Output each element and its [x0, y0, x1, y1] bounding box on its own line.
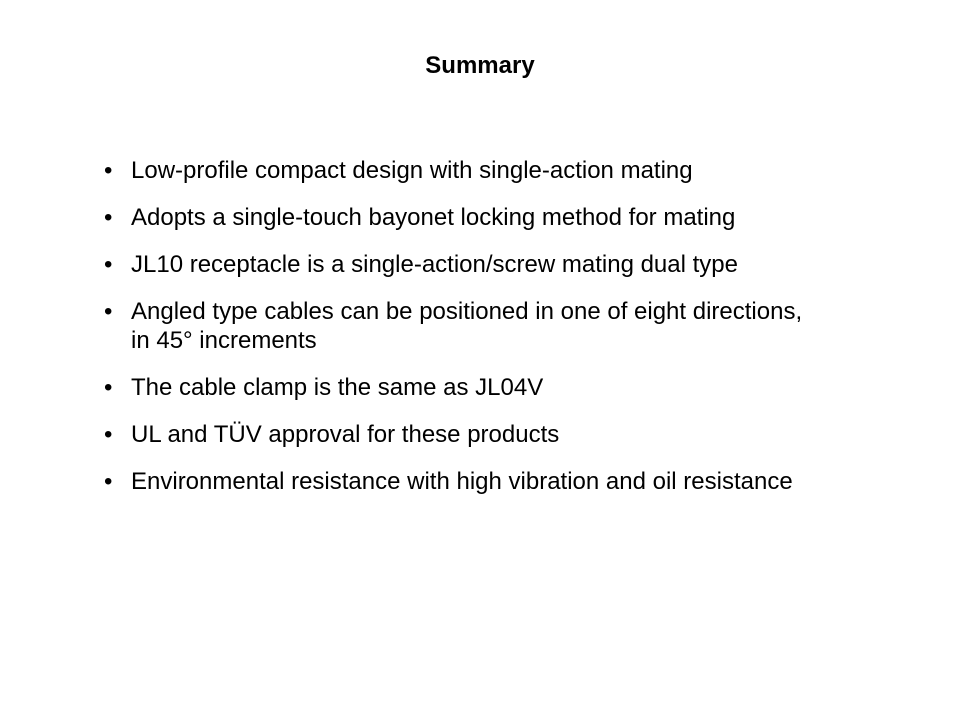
bullet-item: [104, 297, 824, 355]
bullet-text: Environmental resistance with high vibration and oil resistance: [131, 468, 793, 495]
slide-title: Summary: [425, 52, 535, 79]
bullet-text: JL10 receptacle is a single-action/screw mating dual type: [131, 251, 738, 278]
bullet-marker: •: [104, 298, 113, 325]
bullet-text: UL and TÜV approval for these products: [131, 421, 560, 448]
bullet-marker: •: [104, 157, 113, 184]
bullet-item: [104, 250, 824, 279]
bullet-text: Angled type cables can be positioned in one of eight directions, in 45° increments: [131, 298, 803, 354]
bullet-item: [104, 467, 824, 496]
bullet-text: The cable clamp is the same as JL04V: [131, 374, 544, 401]
bullet-text: Adopts a single-touch bayonet locking method for mating: [131, 204, 736, 231]
bullet-marker: •: [104, 251, 113, 278]
bullet-item: [104, 203, 824, 232]
bullet-marker: •: [104, 204, 113, 231]
bullet-item: [104, 373, 824, 402]
bullet-item: [104, 420, 824, 449]
bullet-marker: •: [104, 374, 113, 401]
bullet-list: [104, 156, 824, 514]
bullet-text: Low-profile compact design with single-action mating: [131, 157, 693, 184]
bullet-item: [104, 156, 824, 185]
bullet-marker: •: [104, 421, 113, 448]
bullet-marker: •: [104, 468, 113, 495]
